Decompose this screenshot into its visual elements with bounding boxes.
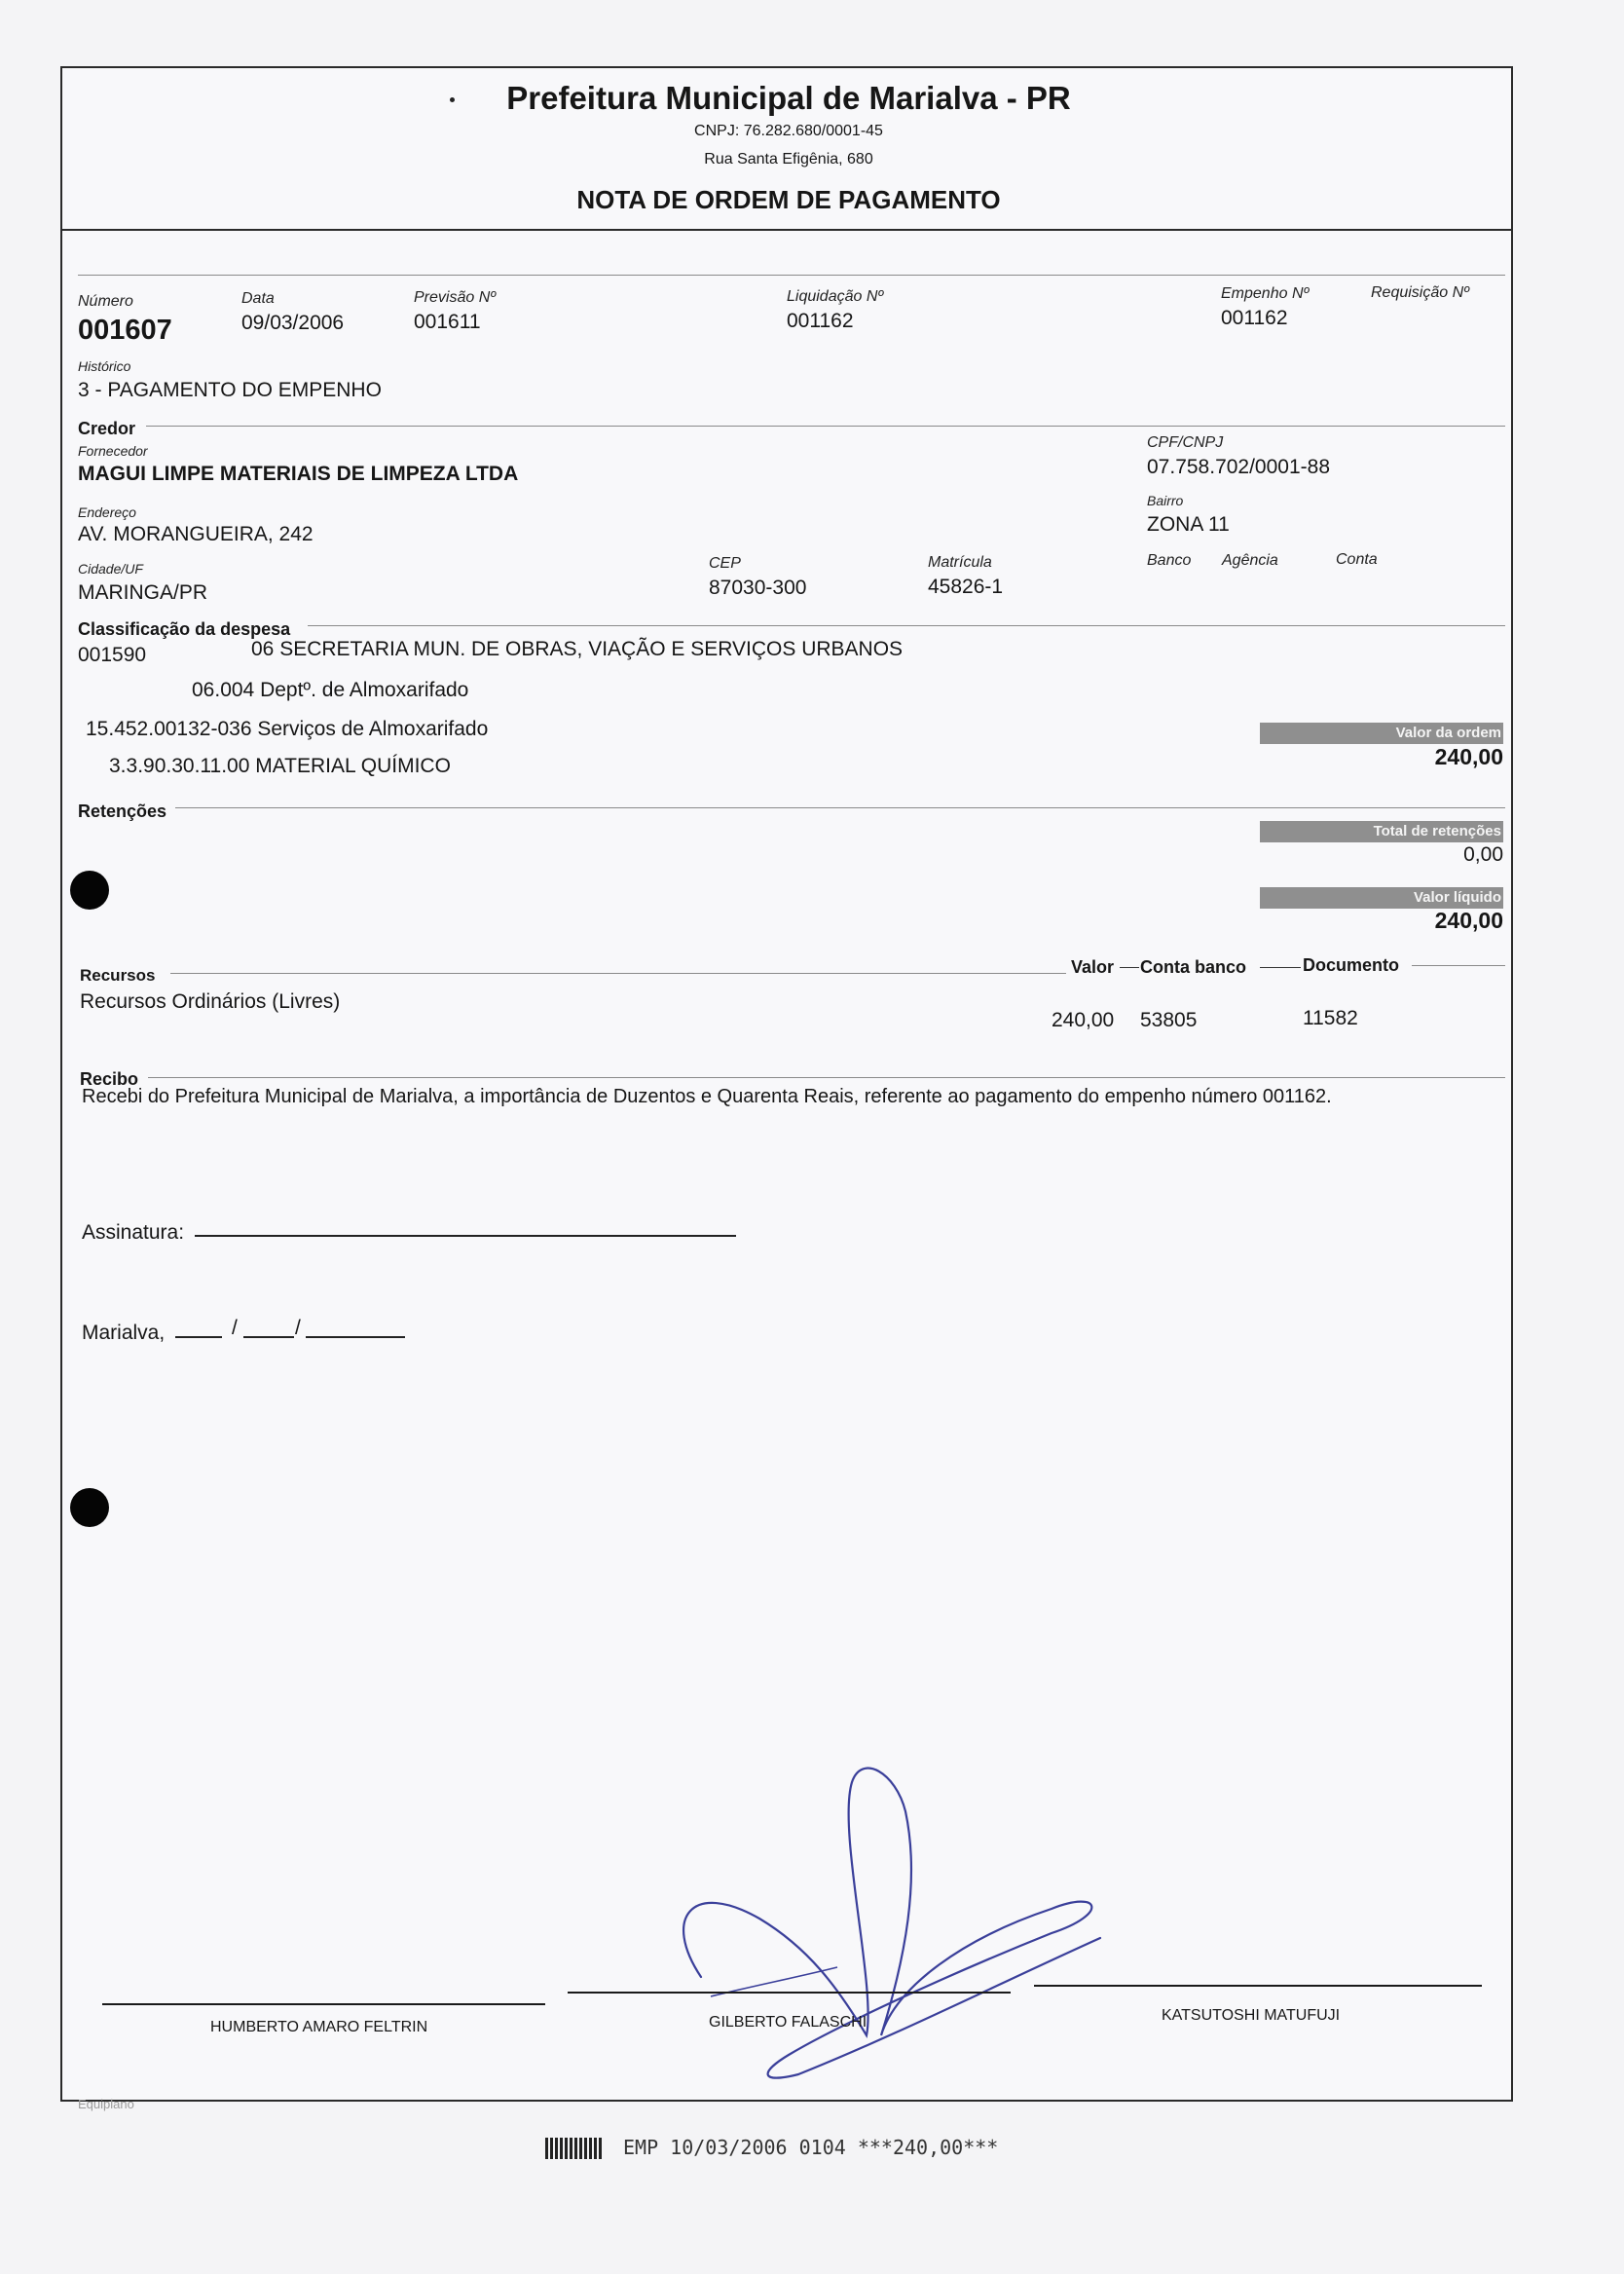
signature-line-2 (568, 1992, 1011, 1994)
previsao-value: 001611 (414, 311, 481, 333)
classificacao-unidade: 06.004 Deptº. de Almoxarifado (192, 679, 469, 701)
classificacao-elemento: 3.3.90.30.11.00 MATERIAL QUÍMICO (109, 755, 451, 777)
previsao-label: Previsão Nº (414, 289, 497, 306)
document-title: NOTA DE ORDEM DE PAGAMENTO (576, 185, 1001, 214)
fornecedor-label: Fornecedor (78, 443, 148, 459)
cidade-label: Cidade/UF (78, 561, 143, 577)
recursos-valor: 240,00 (1052, 1009, 1115, 1031)
bairro-label: Bairro (1147, 493, 1184, 508)
date-slash-2: / (295, 1317, 301, 1339)
recursos-documento: 11582 (1303, 1007, 1358, 1029)
cep-value: 87030-300 (709, 577, 807, 599)
recursos-valor-label: Valor (1071, 957, 1115, 977)
signature-line-3 (1034, 1985, 1482, 1987)
org-address: Rua Santa Efigênia, 680 (704, 151, 873, 168)
date-day-line (175, 1336, 222, 1338)
valor-liquido-label: Valor líquido (1260, 887, 1503, 909)
empenho-label: Empenho Nº (1221, 285, 1310, 302)
classificacao-code: 001590 (78, 644, 147, 666)
requisicao-label: Requisição Nº (1371, 284, 1469, 301)
date-month-line (243, 1336, 294, 1338)
classificacao-orgao: 06 SECRETARIA MUN. DE OBRAS, VIAÇÃO E SERVIÇOS URBANOS (251, 638, 904, 660)
numero-value: 001607 (78, 315, 172, 346)
credor-section-label: Credor (78, 419, 136, 438)
recursos-documento-label: Documento (1303, 955, 1399, 975)
org-cnpj: CNPJ: 76.282.680/0001-45 (694, 123, 883, 139)
fornecedor-value: MAGUI LIMPE MATERIAIS DE LIMPEZA LTDA (78, 463, 519, 485)
date-year-line (306, 1336, 405, 1338)
header-divider (60, 229, 1513, 231)
recursos-section-label: Recursos (80, 966, 156, 985)
footer-stamp: EMP 10/03/2006 0104 ***240,00*** (623, 2136, 999, 2159)
liquidacao-label: Liquidação Nº (787, 288, 884, 305)
recursos-doc-line (1412, 965, 1505, 966)
retencoes-section-label: Retenções (78, 801, 167, 821)
recibo-text: Recebi do Prefeitura Municipal de Marialva, a importância de Duzentos e Quarenta Reais, referente ao pagamento do empenho número 001162. (82, 1086, 1332, 1107)
classificacao-section-label: Classificação da despesa (78, 619, 291, 639)
classificacao-funcional: 15.452.00132-036 Serviços de Almoxarifado (86, 718, 489, 740)
handwritten-signature (643, 1743, 1149, 2094)
total-retencoes-label: Total de retenções (1260, 821, 1503, 842)
valor-ordem-value: 240,00 (1434, 744, 1503, 769)
signatory-2: GILBERTO FALASCHI (709, 2014, 867, 2031)
punch-hole-top (70, 871, 109, 910)
valor-liquido-value: 240,00 (1434, 908, 1503, 933)
assinatura-line (195, 1235, 736, 1237)
cep-label: CEP (709, 555, 741, 572)
cidade-value: MARINGA/PR (78, 581, 208, 604)
endereco-value: AV. MORANGUEIRA, 242 (78, 523, 314, 545)
banco-label: Banco (1147, 552, 1192, 569)
data-label: Data (241, 290, 275, 307)
signatory-3: KATSUTOSHI MATUFUJI (1162, 2007, 1341, 2024)
bairro-value: ZONA 11 (1147, 513, 1230, 536)
total-retencoes-value: 0,00 (1463, 843, 1503, 866)
liquidacao-value: 001162 (787, 310, 854, 332)
info-top-line (78, 275, 1505, 276)
signatory-1: HUMBERTO AMARO FELTRIN (210, 2019, 428, 2035)
equiplano-brand: Equiplano (78, 2097, 134, 2111)
credor-line (146, 426, 1505, 427)
matricula-label: Matrícula (928, 554, 992, 571)
local-data-label: Marialva, (82, 1322, 166, 1344)
cpf-label: CPF/CNPJ (1147, 434, 1224, 451)
stamp-barcode-icon (545, 2138, 604, 2159)
valor-ordem-label: Valor da ordem (1260, 723, 1503, 744)
signature-line-1 (102, 2003, 545, 2005)
assinatura-label: Assinatura: (82, 1221, 185, 1244)
recursos-conta-sep (1260, 967, 1301, 968)
recibo-line (148, 1077, 1505, 1078)
endereco-label: Endereço (78, 504, 136, 520)
punch-hole-bottom (70, 1488, 109, 1527)
historico-value: 3 - PAGAMENTO DO EMPENHO (78, 379, 382, 401)
org-name: Prefeitura Municipal de Marialva - PR (506, 80, 1071, 116)
recursos-conta-banco-label: Conta banco (1140, 957, 1247, 977)
classificacao-line (308, 625, 1505, 626)
matricula-value: 45826-1 (928, 576, 1004, 598)
empenho-value: 001162 (1221, 307, 1288, 329)
numero-label: Número (78, 293, 133, 310)
recursos-valor-sep (1120, 967, 1139, 968)
recibo-section-label: Recibo (80, 1069, 139, 1089)
agencia-label: Agência (1222, 552, 1278, 569)
data-value: 09/03/2006 (241, 312, 345, 334)
recursos-line (170, 973, 1066, 974)
recursos-descricao: Recursos Ordinários (Livres) (80, 990, 341, 1013)
historico-label: Histórico (78, 358, 131, 374)
date-slash-1: / (232, 1317, 238, 1339)
conta-label: Conta (1336, 551, 1378, 568)
retencoes-line (175, 807, 1505, 808)
cpf-value: 07.758.702/0001-88 (1147, 456, 1331, 478)
recursos-conta-banco: 53805 (1140, 1009, 1198, 1031)
